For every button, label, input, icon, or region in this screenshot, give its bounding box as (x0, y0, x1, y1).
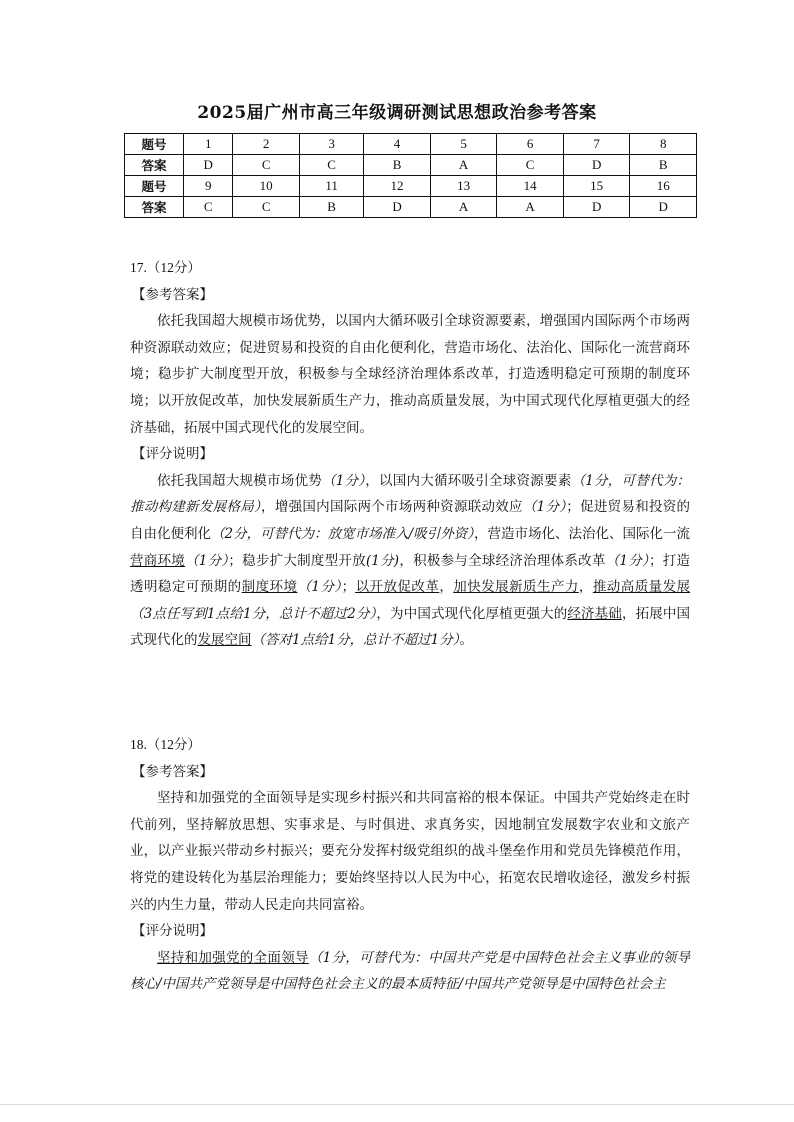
scoring-text-run: ，为中国式现代化厚植更强大的 (376, 605, 568, 622)
scoring-text-run: 制度环境 (241, 579, 298, 596)
answer-table-body (125, 134, 697, 218)
table-cell: D (630, 197, 697, 218)
scoring-text-run: 。 (459, 632, 474, 649)
q18-reference-label: 【参考答案】 (132, 763, 213, 780)
table-cell: D (184, 155, 233, 176)
q18-scoring-text (130, 945, 690, 998)
table-cell: 5 (430, 134, 497, 155)
table-cell: B (630, 155, 697, 176)
table-row (125, 155, 697, 176)
table-cell: 12 (364, 176, 431, 197)
table-cell: 7 (563, 134, 630, 155)
scoring-text-run: ，增强国内国际两个市场两种资源联动效应 (261, 499, 523, 516)
q17-reference-text: 依托我国超大规模市场优势，以国内大循环吸引全球资源要素，增强国内国际两个市场两种资源联动效应；促进贸易和投资的自由化便利化，营造市场化、法治化、国际化一流营商环境；稳步扩大制度型开放，积极参与全球经济治理体系改革，打造透明稳定可预期的制度环境；以开放促改革，加快发展新质生产力，推动高质量发展，为中国式现代化厚植更强大的经济基础，拓展中国式现代化的发展空间。 (130, 313, 690, 436)
scoring-text-run: 坚持和加强党的全面领导 (157, 949, 309, 966)
table-cell: 15 (563, 176, 630, 197)
scoring-text-run: （1分，可替代为：推动构建新发展格局） (130, 472, 691, 516)
table-cell: 8 (630, 134, 697, 155)
table-row-label: 题号 (125, 176, 184, 197)
question-17 (130, 255, 690, 654)
table-cell: D (563, 155, 630, 176)
scoring-text-run: ， (439, 579, 454, 596)
scoring-text-run: （1分） (605, 552, 650, 569)
table-cell: 6 (497, 134, 564, 155)
scoring-text-run: ，积极参与全球经济治理体系改革 (399, 552, 606, 569)
q17-scoring-label: 【评分说明】 (132, 446, 213, 463)
page-title: 2025届广州市高三年级调研测试思想政治参考答案 (197, 103, 597, 123)
scoring-text-run: （1分） (321, 472, 366, 489)
table-cell: 10 (233, 176, 300, 197)
scoring-text-run: （2分，可替代为：放宽市场准入/吸引外资） (211, 525, 474, 542)
scoring-text-run: ， (578, 579, 593, 596)
table-row-label: 答案 (125, 155, 184, 176)
q17-heading: 17.（12分） (130, 260, 201, 275)
table-cell: A (497, 197, 564, 218)
table-cell: 14 (497, 176, 564, 197)
table-cell: 11 (299, 176, 363, 197)
table-row-label: 答案 (125, 197, 184, 218)
table-cell: D (364, 197, 431, 218)
scoring-text-run: （1分） (185, 552, 229, 569)
q17-scoring-text (130, 468, 690, 654)
table-row (125, 176, 697, 197)
table-cell: B (364, 155, 431, 176)
scoring-text-run: 依托我国超大规模市场优势 (157, 472, 322, 489)
table-cell: C (497, 155, 564, 176)
table-cell: 13 (430, 176, 497, 197)
table-cell: 16 (630, 176, 697, 197)
table-cell: 1 (184, 134, 233, 155)
page-bottom-divider (0, 1104, 794, 1105)
scoring-text-run: （3点任写到1点给1分，总计不超过2分） (130, 605, 377, 622)
table-row (125, 197, 697, 218)
q17-reference-label: 【参考答案】 (132, 286, 213, 303)
table-cell: A (430, 155, 497, 176)
scoring-text-run: 发展空间 (197, 632, 252, 649)
answer-table (124, 133, 697, 218)
scoring-text-run: ； (341, 579, 356, 596)
scoring-text-run: (1分) (365, 552, 400, 569)
scoring-text-run: ；促进贸易和投资的自由化便利化 (130, 499, 691, 542)
table-cell: B (299, 197, 363, 218)
table-row-label: 题号 (125, 134, 184, 155)
table-cell: 9 (184, 176, 233, 197)
scoring-text-run: 经济基础 (567, 605, 622, 622)
table-row (125, 134, 697, 155)
table-cell: 3 (299, 134, 363, 155)
q18-heading: 18.（12分） (130, 737, 201, 752)
q18-reference-text: 坚持和加强党的全面领导是实现乡村振兴和共同富裕的根本保证。中国共产党始终走在时代前列，坚持解放思想、实事求是、与时俱进、求真务实，因地制宜发展数字农业和文旅产业，以产业振兴带动乡村振兴；要充分发挥村级党组织的战斗堡垒作用和党员先锋模范作用，将党的建设转化为基层治理能力；要始终坚持以人民为中心，拓宽农民增收途径，激发乡村振兴的内生力量，带动人民走向共同富裕。 (130, 790, 690, 913)
table-cell: 4 (364, 134, 431, 155)
table-cell: C (233, 197, 300, 218)
q18-scoring-label: 【评分说明】 (132, 923, 213, 940)
scoring-text-run: （答对1点给1分，总计不超过1分） (251, 632, 460, 649)
table-cell: C (299, 155, 363, 176)
scoring-text-run: ，拓展中国式现代化的 (130, 605, 691, 649)
table-cell: A (430, 197, 497, 218)
scoring-text-run: （1分，可替代为：中国共产党是中国特色社会主义事业的领导核心/中国共产党领导是中国特色社会主义的最本质特征/中国共产党领导是中国特色社会主 (130, 949, 691, 993)
table-cell: C (233, 155, 300, 176)
table-cell: D (563, 197, 630, 218)
scoring-text-run: （1分） (522, 499, 567, 516)
scoring-text-run: ；打造透明稳定可预期的 (130, 552, 691, 596)
scoring-text-run: ，营造市场化、法治化、国际化一流 (473, 525, 691, 542)
scoring-text-run: ，以国内大循环吸引全球资源要素 (365, 472, 572, 489)
table-cell: 2 (233, 134, 300, 155)
scoring-text-run: ；稳步扩大制度型开放 (228, 552, 366, 569)
scoring-text-run: 以开放促改革 (355, 579, 440, 596)
question-18 (130, 732, 690, 998)
scoring-text-run: （1分） (297, 579, 342, 596)
scoring-text-run: 加快发展新质生产力 (453, 579, 579, 596)
scoring-text-run: 营商环境 (130, 552, 186, 569)
table-cell: C (184, 197, 233, 218)
scoring-text-run: 推动高质量发展 (592, 579, 691, 596)
